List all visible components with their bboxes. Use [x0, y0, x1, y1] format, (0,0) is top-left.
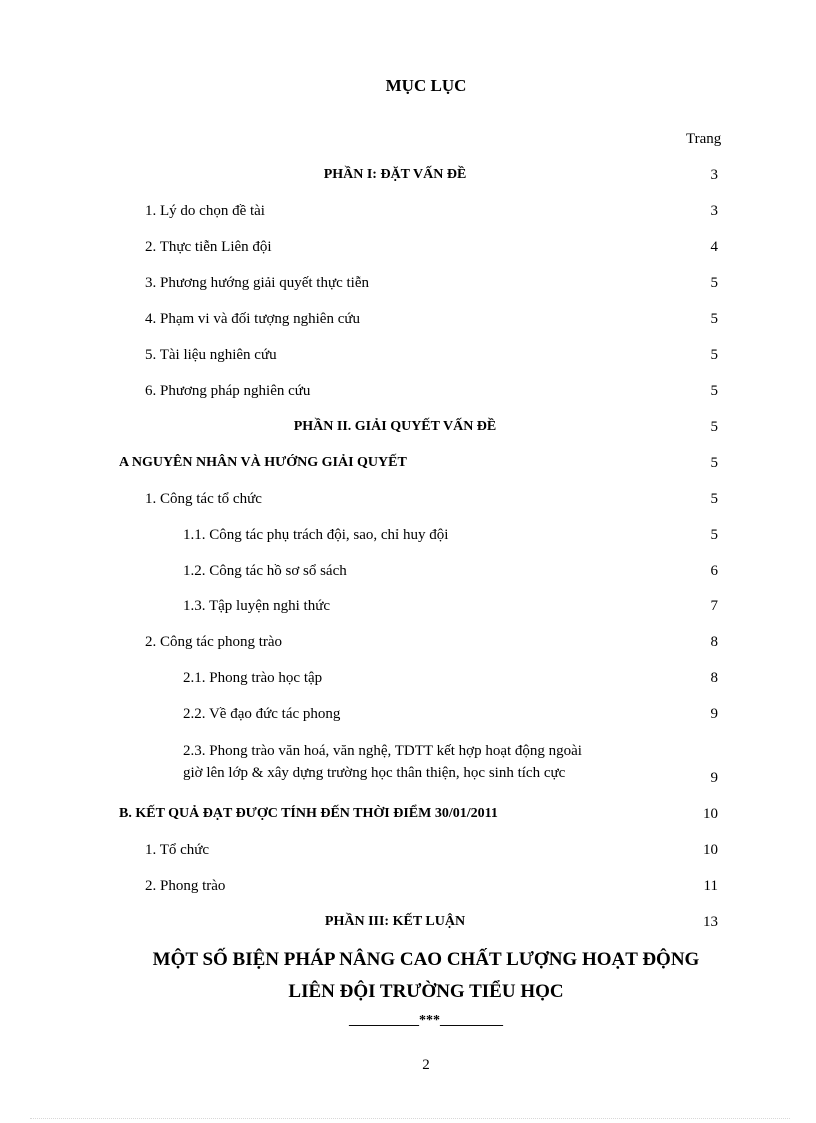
- toc-entry-label-line1: 2.3. Phong trào văn hoá, văn nghệ, TDTT kết hợp hoạt động ngoài: [183, 743, 582, 759]
- toc-entry: [0, 670, 816, 692]
- toc-entry-page: 6: [710, 563, 718, 579]
- toc-entry-label: 5. Tài liệu nghiên cứu: [145, 347, 277, 363]
- toc-entry-page: 5: [710, 455, 718, 471]
- toc-entry: [0, 634, 816, 656]
- toc-entry: [0, 419, 816, 441]
- toc-entry: [0, 275, 816, 297]
- toc-entry-page: 5: [710, 311, 718, 327]
- toc-entry-label: 1.2. Công tác hồ sơ sổ sách: [183, 563, 347, 579]
- page-number: 2: [422, 1057, 430, 1073]
- toc-entry-page: 5: [710, 491, 718, 507]
- toc-entry-label: PHẦN III: KẾT LUẬN: [324, 914, 466, 929]
- toc-entry-page: 9: [710, 770, 718, 786]
- toc-entry-label: 1. Lý do chọn đề tài: [145, 203, 265, 219]
- toc-entry: [0, 455, 816, 477]
- toc-entry: [0, 598, 816, 620]
- page-column-header: Trang: [686, 131, 722, 147]
- toc-entry-page: 5: [710, 527, 718, 543]
- document-heading-line2: LIÊN ĐỘI TRƯỜNG TIỂU HỌC: [288, 981, 564, 1002]
- toc-entry-label: 3. Phương hướng giải quyết thực tiễn: [145, 275, 369, 291]
- toc-entry-page: 5: [710, 383, 718, 399]
- toc-entry: [0, 167, 816, 189]
- toc-entry-label: 1.1. Công tác phụ trách đội, sao, chỉ huy đội: [183, 527, 449, 543]
- toc-entry-label: A NGUYÊN NHÂN VÀ HƯỚNG GIẢI QUYẾT: [119, 455, 407, 470]
- page-bottom-divider: [30, 1118, 790, 1119]
- toc-entry-page: 11: [703, 878, 718, 894]
- toc-entry: [0, 311, 816, 333]
- toc-entry-label: PHẦN II. GIẢI QUYẾT VẤN ĐỀ: [293, 419, 497, 434]
- toc-entry-page: 7: [710, 598, 718, 614]
- toc-entry-label: 6. Phương pháp nghiên cứu: [145, 383, 311, 399]
- toc-entry: [0, 563, 816, 585]
- toc-entry-page: 5: [710, 347, 718, 363]
- toc-entry-page: 10: [703, 842, 718, 858]
- toc-entry-page: 4: [710, 239, 718, 255]
- toc-entry-label: 2. Thực tiễn Liên đội: [145, 239, 272, 255]
- toc-entry-page: 5: [710, 419, 718, 435]
- toc-entry: [0, 203, 816, 225]
- toc-entry: [0, 239, 816, 261]
- page-title: MỤC LỤC: [385, 76, 467, 95]
- toc-entry-page: 3: [710, 167, 718, 183]
- toc-entry-label-line2: giờ lên lớp & xây dựng trường học thân thiện, học sinh tích cực: [183, 765, 566, 781]
- toc-entry-page: 9: [710, 706, 718, 722]
- toc-entry: [0, 842, 816, 864]
- toc-entry: [0, 914, 816, 936]
- toc-entry-label: 2. Phong trào: [145, 878, 226, 894]
- toc-entry: [0, 491, 816, 513]
- toc-entry: [0, 347, 816, 369]
- toc-entry-multiline-label: [183, 740, 683, 784]
- toc-entry-label: 1. Tổ chức: [145, 842, 210, 858]
- toc-entry-label: 1. Công tác tổ chức: [145, 491, 262, 507]
- toc-entry: [0, 878, 816, 900]
- toc-entry-label: 4. Phạm vi và đối tượng nghiên cứu: [145, 311, 361, 327]
- toc-entry-label: B. KẾT QUẢ ĐẠT ĐƯỢC TÍNH ĐẾN THỜI ĐIỂM 30/01/2011: [119, 806, 498, 821]
- toc-entry: [0, 527, 816, 549]
- toc-entry: [0, 806, 816, 828]
- toc-entry: [0, 706, 816, 728]
- toc-entry-label: PHẦN I: ĐẶT VẤN ĐỀ: [323, 167, 467, 182]
- toc-entry-page: 10: [703, 806, 718, 822]
- toc-entry-label: 2.1. Phong trào học tập: [183, 670, 323, 686]
- toc-entry-label: 1.3. Tập luyện nghi thức: [183, 598, 330, 614]
- toc-entry: [0, 383, 816, 405]
- toc-entry-page: 8: [710, 634, 718, 650]
- toc-entry-label: 2. Công tác phong trào: [145, 634, 283, 650]
- toc-entry-page: 13: [703, 914, 718, 930]
- separator: __________***_________: [349, 1013, 503, 1028]
- toc-entry-page: 8: [710, 670, 718, 686]
- toc-entry-page: 3: [710, 203, 718, 219]
- toc-entry-label: 2.2. Về đạo đức tác phong: [183, 706, 341, 722]
- document-heading-line1: MỘT SỐ BIỆN PHÁP NÂNG CAO CHẤT LƯỢNG HOẠT ĐỘNG: [152, 949, 700, 970]
- toc-entry-page: 5: [710, 275, 718, 291]
